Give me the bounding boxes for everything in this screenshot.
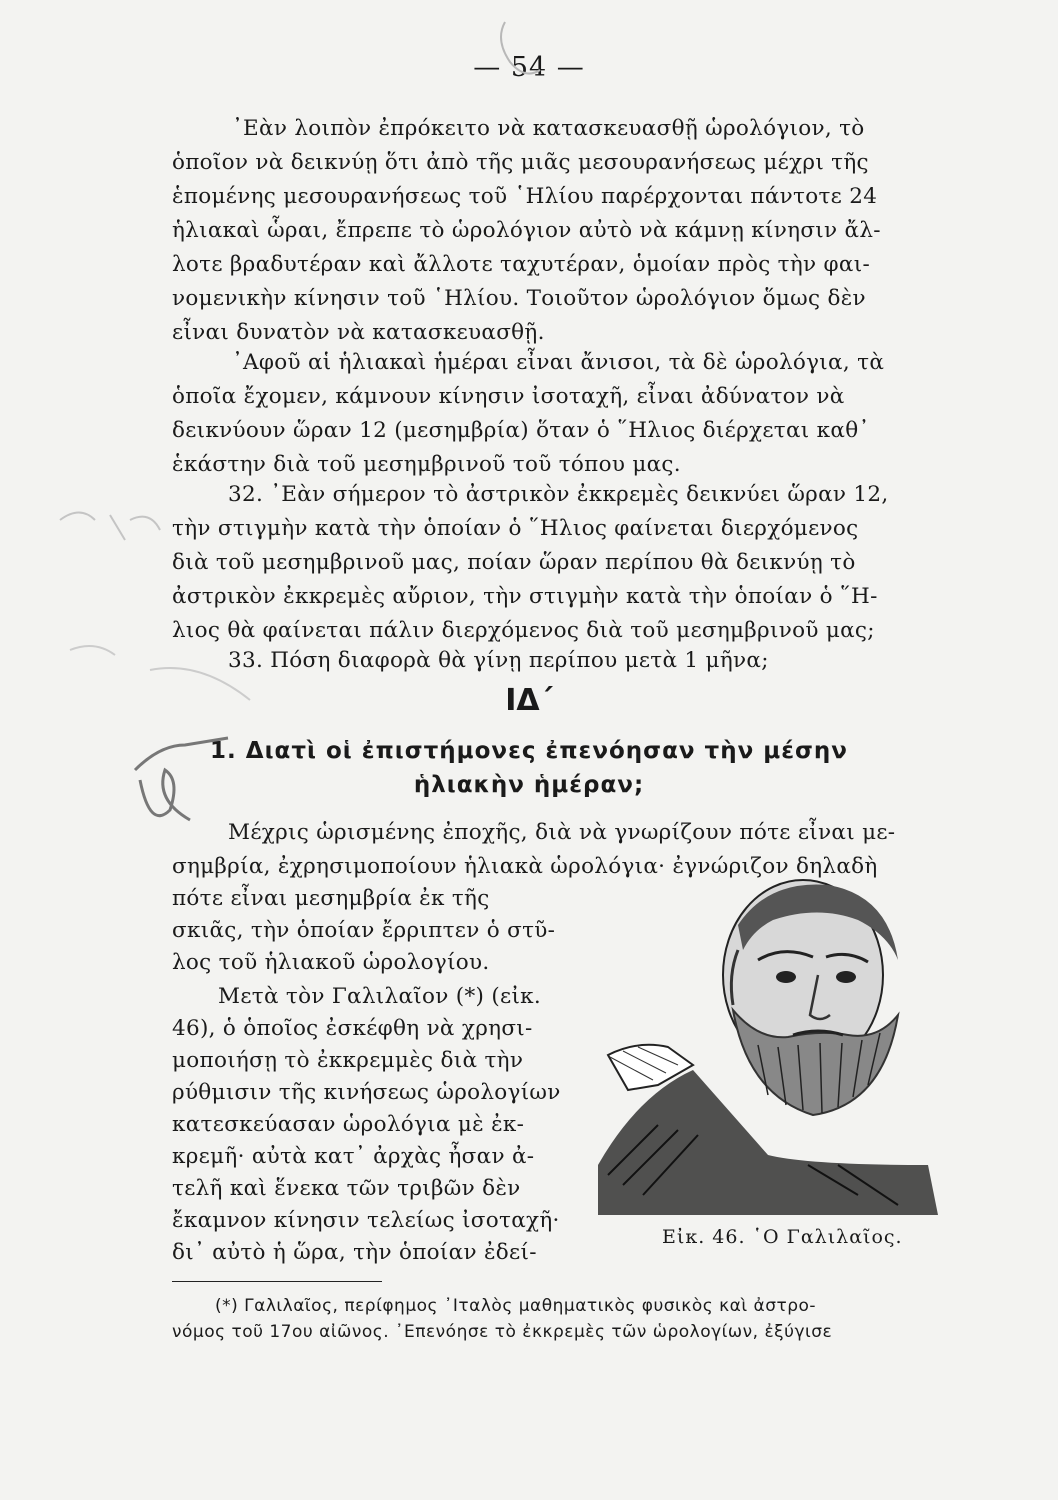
paragraph-1-line: νομενικὴν κίνησιν τοῦ ῾Ηλίου. Τοιοῦτον ὡρολόγιον ὅμως δὲν xyxy=(172,286,866,311)
body-line: τελῆ καὶ ἕνεκα τῶν τριβῶν δὲν xyxy=(172,1176,521,1201)
paragraph-1-line: λοτε βραδυτέραν καὶ ἄλλοτε ταχυτέραν, ὁμοίαν πρὸς τὴν φαι- xyxy=(172,252,871,277)
page-number: — 54 — xyxy=(473,52,585,83)
body-line: δι᾿ αὐτὸ ἡ ὥρα, τὴν ὁποίαν ἐδεί- xyxy=(172,1240,537,1265)
question-32-line: διὰ τοῦ μεσημβρινοῦ μας, ποίαν ὥραν περίπου θὰ δεικνύῃ τὸ xyxy=(172,550,856,575)
body-line: ρύθμισιν τῆς κινήσεως ὡρολογίων xyxy=(172,1080,561,1105)
question-32-line: ἀστρικὸν ἐκκρεμὲς αὔριον, τὴν στιγμὴν κατὰ τὴν ὁποίαν ὁ ῞Η- xyxy=(172,584,878,609)
body-line: ἔκαμνον κίνησιν τελείως ἰσοταχῆ· xyxy=(172,1208,560,1233)
body-line: Μέχρις ὡρισμένης ἐποχῆς, διὰ νὰ γνωρίζουν πότε εἶναι με- xyxy=(228,820,896,845)
body-line: κρεμῆ· αὐτὰ κατ᾿ ἀρχὰς ἦσαν ἀ- xyxy=(172,1144,535,1169)
body-line: σημβρία, ἐχρησιμοποίουν ἡλιακὰ ὡρολόγια· ἐγνώριζον δηλαδὴ xyxy=(172,854,878,879)
question-32-line: τὴν στιγμὴν κατὰ τὴν ὁποίαν ὁ ῞Ηλιος φαίνεται διερχόμενος xyxy=(172,516,859,541)
body-line: πότε εἶναι μεσημβρία ἐκ τῆς xyxy=(172,886,490,911)
paragraph-2-line: ᾿Αφοῦ αἱ ἡλιακαὶ ἡμέραι εἶναι ἄνισοι, τὰ δὲ ὡρολόγια, τὰ xyxy=(232,350,885,375)
figure-caption: Εἰκ. 46. ῾Ο Γαλιλαῖος. xyxy=(662,1226,903,1248)
heading-line: ἡλιακὴν ἡμέραν; xyxy=(413,772,645,798)
paragraph-1-line: ὁποῖον νὰ δεικνύῃ ὅτι ἀπὸ τῆς μιᾶς μεσουρανήσεως μέχρι τῆς xyxy=(172,150,869,175)
body-line: λος τοῦ ἡλιακοῦ ὡρολογίου. xyxy=(172,950,490,975)
body-line: μοποιήσῃ τὸ ἐκκρεμμὲς διὰ τὴν xyxy=(172,1048,524,1073)
paragraph-2-line: ἑκάστην διὰ τοῦ μεσημβρινοῦ τοῦ τόπου μας. xyxy=(172,452,681,477)
paragraph-1-line: ἡλιακαὶ ὧραι, ἔπρεπε τὸ ὡρολόγιον αὐτὸ νὰ κάμνῃ κίνησιν ἄλ- xyxy=(172,218,881,243)
question-32-line: 32. ᾿Εὰν σήμερον τὸ ἀστρικὸν ἐκκρεμὲς δεικνύει ὥραν 12, xyxy=(228,482,889,507)
body-line: κατεσκεύασαν ὡρολόγια μὲ ἐκ- xyxy=(172,1112,525,1137)
question-33: 33. Πόση διαφορὰ θὰ γίνῃ περίπου μετὰ 1 μῆνα; xyxy=(228,648,769,673)
body-line: Μετὰ τὸν Γαλιλαῖον (*) (εἰκ. xyxy=(218,984,542,1009)
paragraph-2-line: δεικνύουν ὥραν 12 (μεσημβρία) ὅταν ὁ ῞Ηλιος διέρχεται καθ᾿ xyxy=(172,418,870,443)
footnote-line: (*) Γαλιλαῖος, περίφημος ᾿Ιταλὸς μαθηματικὸς φυσικὸς καὶ ἀστρο- xyxy=(215,1296,817,1316)
footnote-rule xyxy=(172,1281,382,1282)
paragraph-1-line: ἑπομένης μεσουρανήσεως τοῦ ῾Ηλίου παρέρχονται πάντοτε 24 xyxy=(172,184,878,209)
heading-line: 1. Διατὶ οἱ ἐπιστήμονες ἐπενόησαν τὴν μέσην xyxy=(210,738,848,764)
question-32-line: λιος θὰ φαίνεται πάλιν διερχόμενος διὰ τοῦ μεσημβρινοῦ μας; xyxy=(172,618,875,643)
paragraph-1-line: εἶναι δυνατὸν νὰ κατασκευασθῇ. xyxy=(172,320,545,345)
footnote-line: νόμος τοῦ 17ου αἰῶνος. ᾿Επενόησε τὸ ἐκκρεμὲς τῶν ὡρολογίων, ἐξύγισε xyxy=(172,1322,833,1342)
section-title: ΙΔ΄ xyxy=(505,683,553,718)
body-line: σκιᾶς, τὴν ὁποίαν ἔρριπτεν ὁ στῦ- xyxy=(172,918,556,943)
galileo-portrait-figure xyxy=(598,865,948,1215)
paragraph-1-line: ᾿Εὰν λοιπὸν ἐπρόκειτο νὰ κατασκευασθῇ ὡρολόγιον, τὸ xyxy=(232,116,865,141)
paragraph-2-line: ὁποῖα ἔχομεν, κάμνουν κίνησιν ἰσοταχῆ, εἶναι ἀδύνατον νὰ xyxy=(172,384,845,409)
body-line: 46), ὁ ὁποῖος ἐσκέφθη νὰ χρησι- xyxy=(172,1016,533,1041)
